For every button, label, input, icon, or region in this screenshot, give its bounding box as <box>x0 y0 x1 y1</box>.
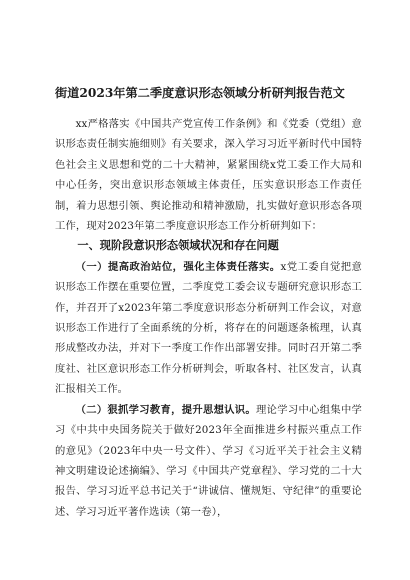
intro-paragraph: xx严格落实《中国共产党宣传工作条例》和《党委（党组）意识形态责任制实施细则》有关要求，深入学习习近平新时代中国特色社会主义思想和党的二十大精神，紧紧围绕x党工委工作大局和中心任务，突出意识形态领域主体责任，压实意识形态工作责任制，着力思想引领、舆论推动和精神激励，扎实做好意识形态各项工作，现对2023年第二季度意识形态工作分析研判如下： <box>55 118 362 233</box>
item1-lead: （一）提高政治站位，强化主体责任落实。 <box>75 260 281 273</box>
item1-paragraph <box>55 257 362 400</box>
item2-paragraph <box>55 400 362 522</box>
item2-body: 理论学习中心组集中学习《中共中央国务院关于做好2023年全面推进乡村振兴重点工作的意见》（2023年中央一号文件）、学习《习近平关于社会主义精神文明建设论述摘编》、学习《中国共产党章程》、学习党的二十大报告、学习习近平总书记关于“讲诚信、懂规矩、守纪律”的重要论述、学习习近平著作选读（第一卷）， <box>55 403 362 518</box>
item2-lead: （二）狠抓学习教育，提升思想认识。 <box>75 403 257 416</box>
item1-body: x党工委自觉把意识形态工作摆在重要位置，二季度党工委会议专题研究意识形态工作，并召开了x2023年第二季度意识形态分析研判工作会议，对意识形态工作进行了全面系统的分析，将存在的问题逐条梳理，认真形成整改办法，并对下一季度工作作出部署安排。同时召开第二季度社、社区意识形态工作分析研判会，听取各村、社区发言，认真汇报相关工作。 <box>55 260 362 396</box>
document-title: 街道2023年第二季度意识形态领域分析研判报告范文 <box>55 86 345 100</box>
section-heading: 一、现阶段意识形态领域状况和存在问题 <box>77 239 279 253</box>
